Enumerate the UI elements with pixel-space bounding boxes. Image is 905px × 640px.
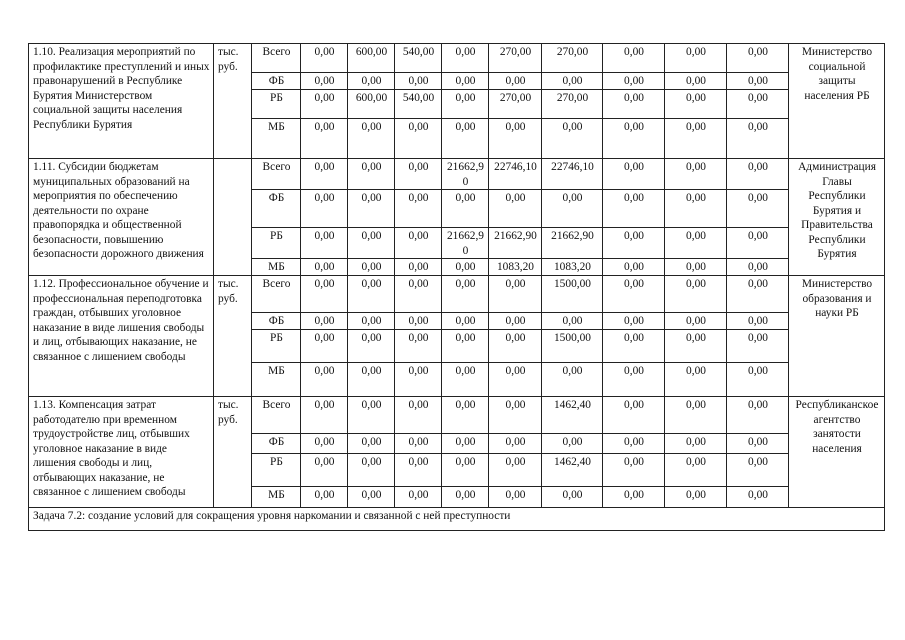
funding-source-cell: МБ [252,259,301,276]
value-cell: 0,00 [301,73,348,90]
value-cell: 0,00 [442,397,489,434]
value-cell: 0,00 [542,313,603,330]
task-row [29,508,885,531]
funding-source-cell: Всего [252,276,301,313]
value-cell: 0,00 [727,487,789,508]
value-cell: 0,00 [727,159,789,190]
value-cell: 0,00 [665,44,727,73]
value-cell: 0,00 [489,276,542,313]
value-cell: 22746,10 [489,159,542,190]
funding-source-cell: ФБ [252,434,301,454]
value-cell: 1083,20 [542,259,603,276]
value-cell: 21662,90 [542,228,603,259]
value-cell: 0,00 [395,276,442,313]
value-cell: 0,00 [603,397,665,434]
funding-source-cell: ФБ [252,73,301,90]
value-cell: 0,00 [727,330,789,363]
value-cell: 0,00 [727,228,789,259]
value-cell: 0,00 [542,363,603,397]
value-cell: 0,00 [603,119,665,159]
value-cell: 0,00 [603,259,665,276]
value-cell: 0,00 [395,313,442,330]
value-cell: 0,00 [442,190,489,228]
value-cell: 270,00 [489,90,542,119]
value-cell: 0,00 [727,190,789,228]
value-cell: 1083,20 [489,259,542,276]
value-cell: 0,00 [301,397,348,434]
value-cell: 270,00 [542,44,603,73]
value-cell: 0,00 [727,73,789,90]
value-cell: 0,00 [442,90,489,119]
value-cell: 0,00 [542,487,603,508]
value-cell: 0,00 [727,259,789,276]
value-cell: 0,00 [489,397,542,434]
value-cell: 0,00 [603,44,665,73]
value-cell: 0,00 [442,119,489,159]
value-cell: 0,00 [603,363,665,397]
value-cell: 0,00 [442,313,489,330]
value-cell: 0,00 [727,276,789,313]
value-cell: 0,00 [665,90,727,119]
funding-source-cell: Всего [252,44,301,73]
value-cell: 0,00 [442,276,489,313]
value-cell: 0,00 [603,190,665,228]
value-cell: 270,00 [489,44,542,73]
funding-source-cell: РБ [252,90,301,119]
task-heading: Задача 7.2: создание условий для сокращения уровня наркомании и связанной с ней преступности [29,508,885,531]
value-cell: 600,00 [348,90,395,119]
value-cell: 0,00 [442,487,489,508]
value-cell: 0,00 [727,44,789,73]
value-cell: 0,00 [442,259,489,276]
value-cell: 0,00 [348,259,395,276]
value-cell: 0,00 [489,190,542,228]
funding-source-cell: МБ [252,363,301,397]
value-cell: 0,00 [603,90,665,119]
value-cell: 0,00 [665,397,727,434]
value-cell: 0,00 [395,259,442,276]
value-cell: 0,00 [603,159,665,190]
value-cell: 0,00 [395,73,442,90]
value-cell: 0,00 [395,397,442,434]
value-cell: 0,00 [542,434,603,454]
value-cell: 21662,90 [442,159,489,190]
value-cell: 0,00 [665,190,727,228]
value-cell: 0,00 [442,434,489,454]
measure-name: 1.13. Компенсация затрат работодателю при временном трудоустройстве лиц, отбывших уголовное наказание в виде лишения свободы и лиц, отбывающих наказание, не связанное с лишением свободы [29,397,214,508]
funding-source-cell: РБ [252,330,301,363]
value-cell: 0,00 [542,190,603,228]
value-cell: 0,00 [603,228,665,259]
value-cell: 0,00 [489,330,542,363]
value-cell: 21662,90 [442,228,489,259]
value-cell: 0,00 [665,487,727,508]
value-cell: 0,00 [442,363,489,397]
value-cell: 0,00 [301,434,348,454]
value-cell: 0,00 [727,363,789,397]
funding-source-cell: ФБ [252,190,301,228]
value-cell: 0,00 [489,363,542,397]
value-cell: 21662,90 [489,228,542,259]
value-cell: 0,00 [603,73,665,90]
value-cell: 0,00 [603,487,665,508]
funding-source-cell: МБ [252,487,301,508]
value-cell: 0,00 [665,454,727,487]
value-cell: 0,00 [665,119,727,159]
value-cell: 0,00 [727,454,789,487]
value-cell: 0,00 [665,313,727,330]
value-cell: 0,00 [665,363,727,397]
value-cell: 0,00 [348,313,395,330]
value-cell: 0,00 [348,434,395,454]
table-row [29,397,885,434]
value-cell: 0,00 [489,73,542,90]
table-row [29,44,885,73]
value-cell: 0,00 [489,434,542,454]
value-cell: 1462,40 [542,454,603,487]
value-cell: 0,00 [665,159,727,190]
unit-cell: тыс. руб. [214,44,252,159]
value-cell: 0,00 [301,276,348,313]
value-cell: 0,00 [348,190,395,228]
value-cell: 0,00 [442,73,489,90]
value-cell: 0,00 [727,434,789,454]
value-cell: 0,00 [301,159,348,190]
value-cell: 0,00 [348,363,395,397]
value-cell: 0,00 [603,330,665,363]
value-cell: 0,00 [665,228,727,259]
funding-source-cell: РБ [252,454,301,487]
value-cell: 0,00 [489,454,542,487]
value-cell: 0,00 [395,454,442,487]
funding-source-cell: Всего [252,397,301,434]
value-cell: 0,00 [727,397,789,434]
value-cell: 0,00 [301,259,348,276]
value-cell: 0,00 [442,44,489,73]
value-cell: 0,00 [348,159,395,190]
value-cell: 0,00 [489,313,542,330]
measure-name: 1.11. Субсидии бюджетам муниципальных образований на мероприятия по обеспечению деятельности по охране правопорядка и общественной безопасности, повышению безопасности дорожного движения [29,159,214,276]
measure-name: 1.10. Реализация мероприятий по профилактике преступлений и иных правонарушений в Республике Бурятия Министерством социальной защиты населения Республики Бурятия [29,44,214,159]
value-cell: 270,00 [542,90,603,119]
value-cell: 0,00 [603,276,665,313]
value-cell: 600,00 [348,44,395,73]
value-cell: 0,00 [603,454,665,487]
value-cell: 0,00 [395,228,442,259]
value-cell: 0,00 [395,487,442,508]
table-row [29,159,885,190]
value-cell: 0,00 [348,276,395,313]
value-cell: 0,00 [665,73,727,90]
value-cell: 22746,10 [542,159,603,190]
executor-cell: Министерство социальной защиты населения РБ [789,44,885,159]
value-cell: 0,00 [665,434,727,454]
value-cell: 540,00 [395,90,442,119]
value-cell: 0,00 [489,119,542,159]
value-cell: 0,00 [395,119,442,159]
value-cell: 0,00 [727,119,789,159]
value-cell: 0,00 [665,276,727,313]
value-cell: 0,00 [542,73,603,90]
value-cell: 0,00 [727,313,789,330]
value-cell: 1500,00 [542,276,603,313]
value-cell: 0,00 [301,363,348,397]
value-cell: 0,00 [665,330,727,363]
unit-cell [214,159,252,276]
executor-cell: Администрация Главы Республики Бурятия и Правительства Республики Бурятия [789,159,885,276]
value-cell: 0,00 [442,454,489,487]
funding-source-cell: МБ [252,119,301,159]
value-cell: 1462,40 [542,397,603,434]
value-cell: 540,00 [395,44,442,73]
unit-cell: тыс. руб. [214,276,252,397]
value-cell: 0,00 [395,434,442,454]
value-cell: 0,00 [301,190,348,228]
value-cell: 0,00 [665,259,727,276]
value-cell: 0,00 [301,487,348,508]
value-cell: 0,00 [301,454,348,487]
value-cell: 0,00 [395,190,442,228]
funding-source-cell: Всего [252,159,301,190]
value-cell: 0,00 [301,90,348,119]
value-cell: 0,00 [348,397,395,434]
executor-cell: Министерство образования и науки РБ [789,276,885,397]
value-cell: 1500,00 [542,330,603,363]
value-cell: 0,00 [442,330,489,363]
value-cell: 0,00 [395,330,442,363]
value-cell: 0,00 [348,330,395,363]
funding-source-cell: ФБ [252,313,301,330]
value-cell: 0,00 [727,90,789,119]
value-cell: 0,00 [348,119,395,159]
value-cell: 0,00 [395,159,442,190]
value-cell: 0,00 [301,313,348,330]
value-cell: 0,00 [301,119,348,159]
value-cell: 0,00 [348,487,395,508]
value-cell: 0,00 [301,228,348,259]
value-cell: 0,00 [348,73,395,90]
value-cell: 0,00 [542,119,603,159]
unit-cell: тыс. руб. [214,397,252,508]
table-row [29,276,885,313]
value-cell: 0,00 [348,454,395,487]
budget-table [28,43,885,531]
value-cell: 0,00 [603,434,665,454]
funding-source-cell: РБ [252,228,301,259]
executor-cell: Республиканское агентство занятости населения [789,397,885,508]
value-cell: 0,00 [489,487,542,508]
value-cell: 0,00 [603,313,665,330]
measure-name: 1.12. Профессиональное обучение и профессиональная переподготовка граждан, отбывших уголовное наказание в виде лишения свободы и лиц, отбывающих наказание, не связанное с лишением свободы [29,276,214,397]
value-cell: 0,00 [301,330,348,363]
value-cell: 0,00 [395,363,442,397]
value-cell: 0,00 [301,44,348,73]
value-cell: 0,00 [348,228,395,259]
